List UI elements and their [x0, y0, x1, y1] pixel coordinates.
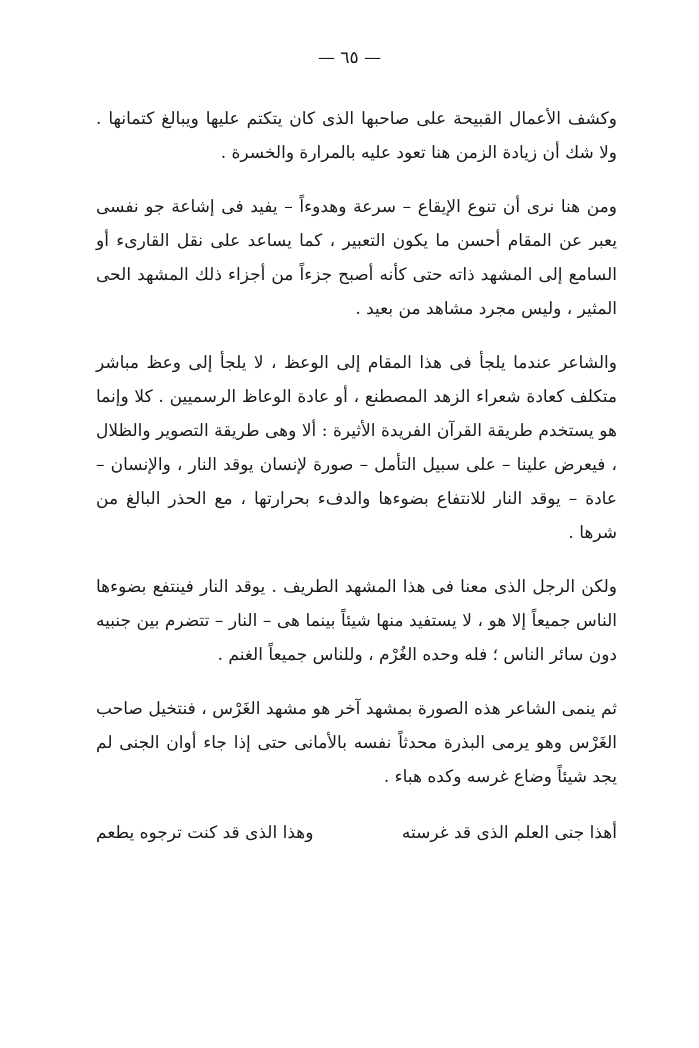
paragraph-3: والشاعر عندما يلجأ فى هذا المقام إلى الوعظ ، لا يلجأ إلى وعظ مباشر متكلف كعادة شعراء الزهد المصطنع ، أو عادة الوعاظ الرسميين . كلا وإنما هو يستخدم طريقة القرآن الفريدة الأثيرة : ألا وهى طريقة التصوير والظلال ، فيعرض علينا – على سبيل التأمل – صورة لإنسان يوقد النار ، والإنسان – عادة – يوقد النار للانتفاع بضوءها والدفء بحرارتها ، مع الحذر البالغ من شرها .	[96, 353, 617, 543]
verse-second-hemistich: وهذا الذى قد كنت ترجوه يطعم	[96, 823, 314, 843]
body-text	[96, 102, 617, 850]
verse-first-hemistich: أهذا جنى العلم الذى قد غرسته	[401, 823, 617, 843]
paragraph-1: وكشف الأعمال القبيحة على صاحبها الذى كان يتكتم عليها ويبالغ كتمانها . ولا شك أن زيادة الزمن هنا تعود عليه بالمرارة والخسرة .	[96, 109, 617, 163]
paragraph-4: ولكن الرجل الذى معنا فى هذا المشهد الطريف . يوقد النار فينتفع بضوءها الناس جميعاً إلا هو ، لا يستفيد منها شيئاً بينما هى – النار – تتضرم بين جنبيه دون سائر الناس ؛ فله وحده الغُرْم ، وللناس جميعاً الغنم .	[96, 577, 617, 665]
paragraph-5: ثم ينمى الشاعر هذه الصورة بمشهد آخر هو مشهد الغَرْس ، فنتخيل صاحب الغَرْس وهو يرمى البذرة محدثاً نفسه بالأمانى حتى إذا جاء أوان الجنى لم يجد شيئاً وضاع غرسه وكده هباء .	[96, 699, 617, 787]
poetry-verse	[96, 816, 617, 850]
paragraph-2: ومن هنا نرى أن تنوع الإيقاع – سرعة وهدوءاً – يفيد فى إشاعة جو نفسى يعبر عن المقام أحسن ما يكون التعبير ، كما يساعد على نقل القارىء أو السامع إلى المشهد ذاته حتى كأنه أصبح جزءاً من أجزاء ذلك المشهد الحى المثير ، وليس مجرد مشاهد من بعيد .	[96, 197, 617, 319]
page-number: — ٦٥ —	[317, 48, 382, 68]
